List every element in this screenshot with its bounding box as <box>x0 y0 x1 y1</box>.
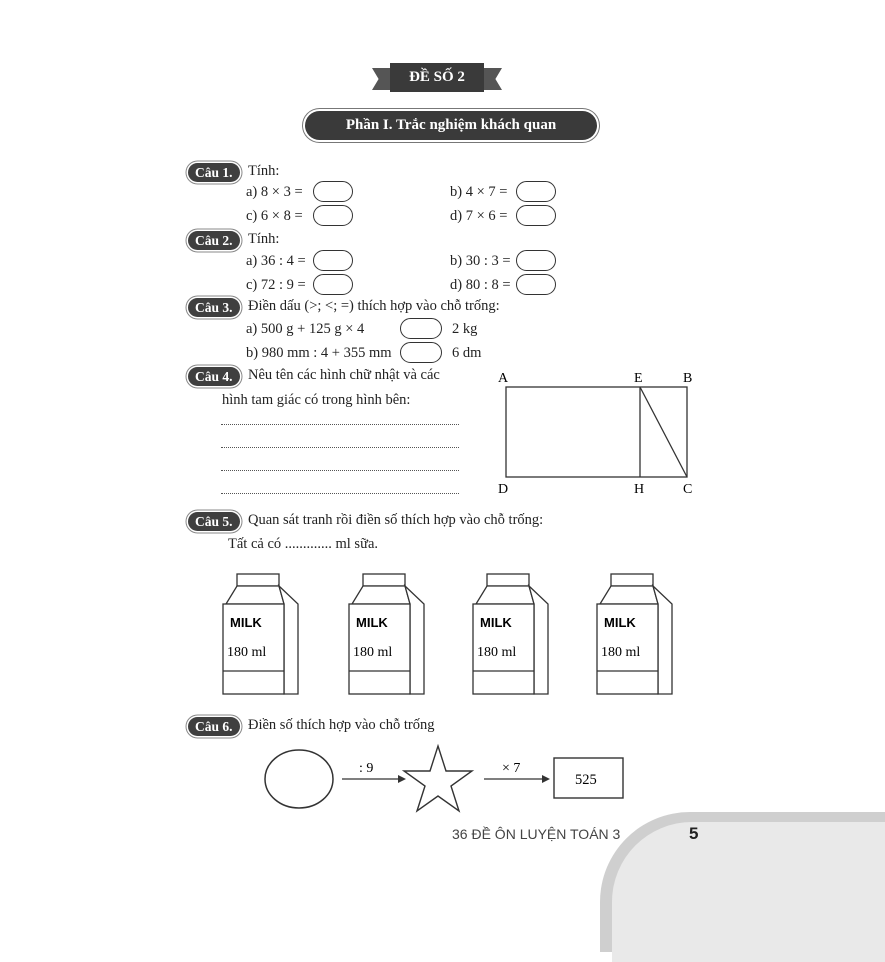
carton-top <box>352 586 410 604</box>
question-6-prompt: Điền số thích hợp vào chỗ trống <box>248 717 435 733</box>
question-5-answer-line: Tất cả có ............. ml sữa. <box>228 536 378 552</box>
carton-brand: MILK <box>604 615 636 630</box>
carton-cap <box>487 574 529 586</box>
arrow-2-head <box>542 775 550 783</box>
answer-line-3[interactable] <box>221 470 459 471</box>
q1-item-b: b) 4 × 7 = <box>450 184 508 200</box>
title-banner <box>372 60 502 96</box>
q1-item-d: d) 7 × 6 = <box>450 208 508 224</box>
q2-item-a: a) 36 : 4 = <box>246 253 306 269</box>
label-d: D <box>498 482 509 497</box>
milk-carton <box>222 570 302 698</box>
answer-line-4[interactable] <box>221 493 459 494</box>
number-chain-diagram <box>262 740 642 815</box>
operation-1: : 9 <box>359 761 374 776</box>
carton-top <box>226 586 284 604</box>
answer-oval[interactable] <box>265 750 333 808</box>
q3-answer-b[interactable] <box>400 342 442 363</box>
carton-volume: 180 ml <box>227 645 267 660</box>
q3-item-a: a) 500 g + 125 g × 4 <box>246 321 365 337</box>
carton-brand: MILK <box>356 615 388 630</box>
carton-volume: 180 ml <box>353 645 393 660</box>
q3-item-a-right: 2 kg <box>452 321 478 337</box>
carton-cap <box>611 574 653 586</box>
q2-item-c: c) 72 : 9 = <box>246 277 306 293</box>
carton-brand: MILK <box>230 615 262 630</box>
question-4-line-1: Nêu tên các hình chữ nhật và các <box>248 367 440 383</box>
q2-answer-c[interactable] <box>313 274 353 295</box>
label-a: A <box>498 371 509 386</box>
question-4-line-2: hình tam giác có trong hình bên: <box>222 392 411 408</box>
question-6-badge: Câu 6. <box>188 717 240 736</box>
label-h: H <box>634 482 645 497</box>
q2-item-d: d) 80 : 8 = <box>450 277 511 293</box>
q3-item-b-right: 6 dm <box>452 345 482 361</box>
carton-volume: 180 ml <box>601 645 641 660</box>
answer-line-2[interactable] <box>221 447 459 448</box>
carton-cap <box>237 574 279 586</box>
answer-star[interactable] <box>404 746 472 811</box>
q2-answer-b[interactable] <box>516 250 556 271</box>
milk-carton <box>348 570 428 698</box>
page-title: ĐỀ SỐ 2 <box>390 63 484 92</box>
carton-cap <box>363 574 405 586</box>
milk-carton <box>596 570 676 698</box>
q1-answer-b[interactable] <box>516 181 556 202</box>
question-3-prompt: Điền dấu (>; <; =) thích hợp vào chỗ trống: <box>248 298 500 314</box>
section-title: Phần I. Trắc nghiệm khách quan <box>305 111 597 140</box>
milk-carton <box>472 570 552 698</box>
q2-item-b: b) 30 : 3 = <box>450 253 511 269</box>
carton-top <box>600 586 658 604</box>
label-c: C <box>683 482 693 497</box>
result-value: 525 <box>575 772 597 788</box>
page-number: 5 <box>689 824 699 843</box>
q1-item-c: c) 6 × 8 = <box>246 208 303 224</box>
question-4-badge: Câu 4. <box>188 367 240 386</box>
q1-answer-d[interactable] <box>516 205 556 226</box>
q3-answer-a[interactable] <box>400 318 442 339</box>
question-2-prompt: Tính: <box>248 231 280 247</box>
carton-volume: 180 ml <box>477 645 517 660</box>
label-b: B <box>683 371 693 386</box>
q2-answer-d[interactable] <box>516 274 556 295</box>
segment-ec <box>640 387 687 477</box>
rectangle-abcd <box>506 387 687 477</box>
question-5-prompt: Quan sát tranh rồi điền số thích hợp vào chỗ trống: <box>248 512 544 528</box>
carton-brand: MILK <box>480 615 512 630</box>
carton-top <box>476 586 534 604</box>
question-3-badge: Câu 3. <box>188 298 240 317</box>
arrow-1-head <box>398 775 406 783</box>
footer-swoosh-inner <box>612 822 885 962</box>
q3-item-b: b) 980 mm : 4 + 355 mm <box>246 345 392 361</box>
question-1-badge: Câu 1. <box>188 163 240 182</box>
operation-2: × 7 <box>502 761 521 776</box>
q1-item-a: a) 8 × 3 = <box>246 184 303 200</box>
label-e: E <box>634 371 643 386</box>
question-1-prompt: Tính: <box>248 163 280 179</box>
question-5-badge: Câu 5. <box>188 512 240 531</box>
q2-answer-a[interactable] <box>313 250 353 271</box>
book-title: 36 ĐỀ ÔN LUYỆN TOÁN 3 <box>452 826 621 842</box>
rectangle-figure <box>490 365 705 500</box>
q1-answer-a[interactable] <box>313 181 353 202</box>
q1-answer-c[interactable] <box>313 205 353 226</box>
question-2-badge: Câu 2. <box>188 231 240 250</box>
answer-line-1[interactable] <box>221 424 459 425</box>
